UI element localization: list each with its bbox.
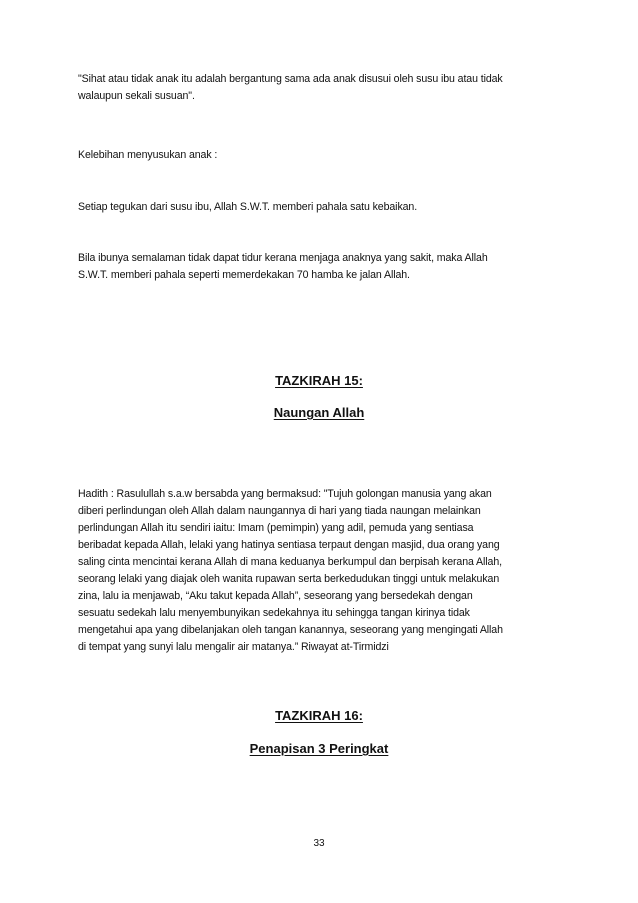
benefit-2-line-2: S.W.T. memberi pahala seperti memerdekakan 70 hamba ke jalan Allah. (78, 269, 410, 281)
hadith-line-8: sesuatu sedekah lalu menyembunyikan sedekahnya itu sehingga tangan kirinya tidak (78, 607, 470, 619)
benefit-1-paragraph (78, 199, 568, 216)
hadith-line-1: Hadith : Rasulullah s.a.w bersabda yang bermaksud: "Tujuh golongan manusia yang akan (78, 488, 492, 500)
hadith-line-6: seorang lelaki yang diajak oleh wanita rupawan serta berkedudukan tinggi untuk melakukan (78, 573, 500, 585)
benefits-intro-paragraph (78, 147, 568, 164)
benefit-2-paragraph (78, 250, 568, 284)
hadith-line-9: mengetahui apa yang dibelanjakan oleh tangan kanannya, seseorang yang mengingati Allah (78, 624, 503, 636)
hadith-paragraph (78, 486, 568, 656)
tazkirah-15-heading: TAZKIRAH 15: (275, 373, 363, 388)
quote-line-2: walaupun sekali susuan". (78, 90, 195, 102)
benefit-1-line: Setiap tegukan dari susu ibu, Allah S.W.T. memberi pahala satu kebaikan. (78, 201, 418, 213)
benefits-intro-line: Kelebihan menyusukan anak : (78, 149, 218, 161)
hadith-line-3: perlindungan Allah itu sendiri iaitu: Imam (pemimpin) yang adil, pemuda yang sentiasa (78, 522, 474, 534)
hadith-line-4: beribadat kepada Allah, lelaki yang hatinya sentiasa terpaut dengan masjid, dua orang yang (78, 539, 500, 551)
tazkirah-16-title: Penapisan 3 Peringkat (249, 741, 389, 756)
benefit-2-line-1: Bila ibunya semalaman tidak dapat tidur kerana menjaga anaknya yang sakit, maka Allah (78, 252, 488, 264)
hadith-line-5: saling cinta mencintai kerana Allah di mana keduanya berkumpul dan berpisah kerana Allah, (78, 556, 502, 568)
tazkirah-16-heading: TAZKIRAH 16: (275, 708, 363, 723)
hadith-line-10: di tempat yang sunyi lalu mengalir air matanya.” Riwayat at-Tirmidzi (78, 641, 389, 653)
quote-paragraph (78, 71, 568, 105)
page-number: 33 (313, 838, 325, 849)
hadith-line-2: diberi perlindungan oleh Allah dalam naungannya di hari yang tiada naungan melainkan (78, 505, 481, 517)
quote-line-1: "Sihat atau tidak anak itu adalah bergantung sama ada anak disusui oleh susu ibu atau tidak (78, 73, 503, 85)
hadith-line-7: zina, lalu ia menjawab, “Aku takut kepada Allah”, seseorang yang bersedekah dengan (78, 590, 473, 602)
tazkirah-15-title: Naungan Allah (273, 405, 365, 420)
